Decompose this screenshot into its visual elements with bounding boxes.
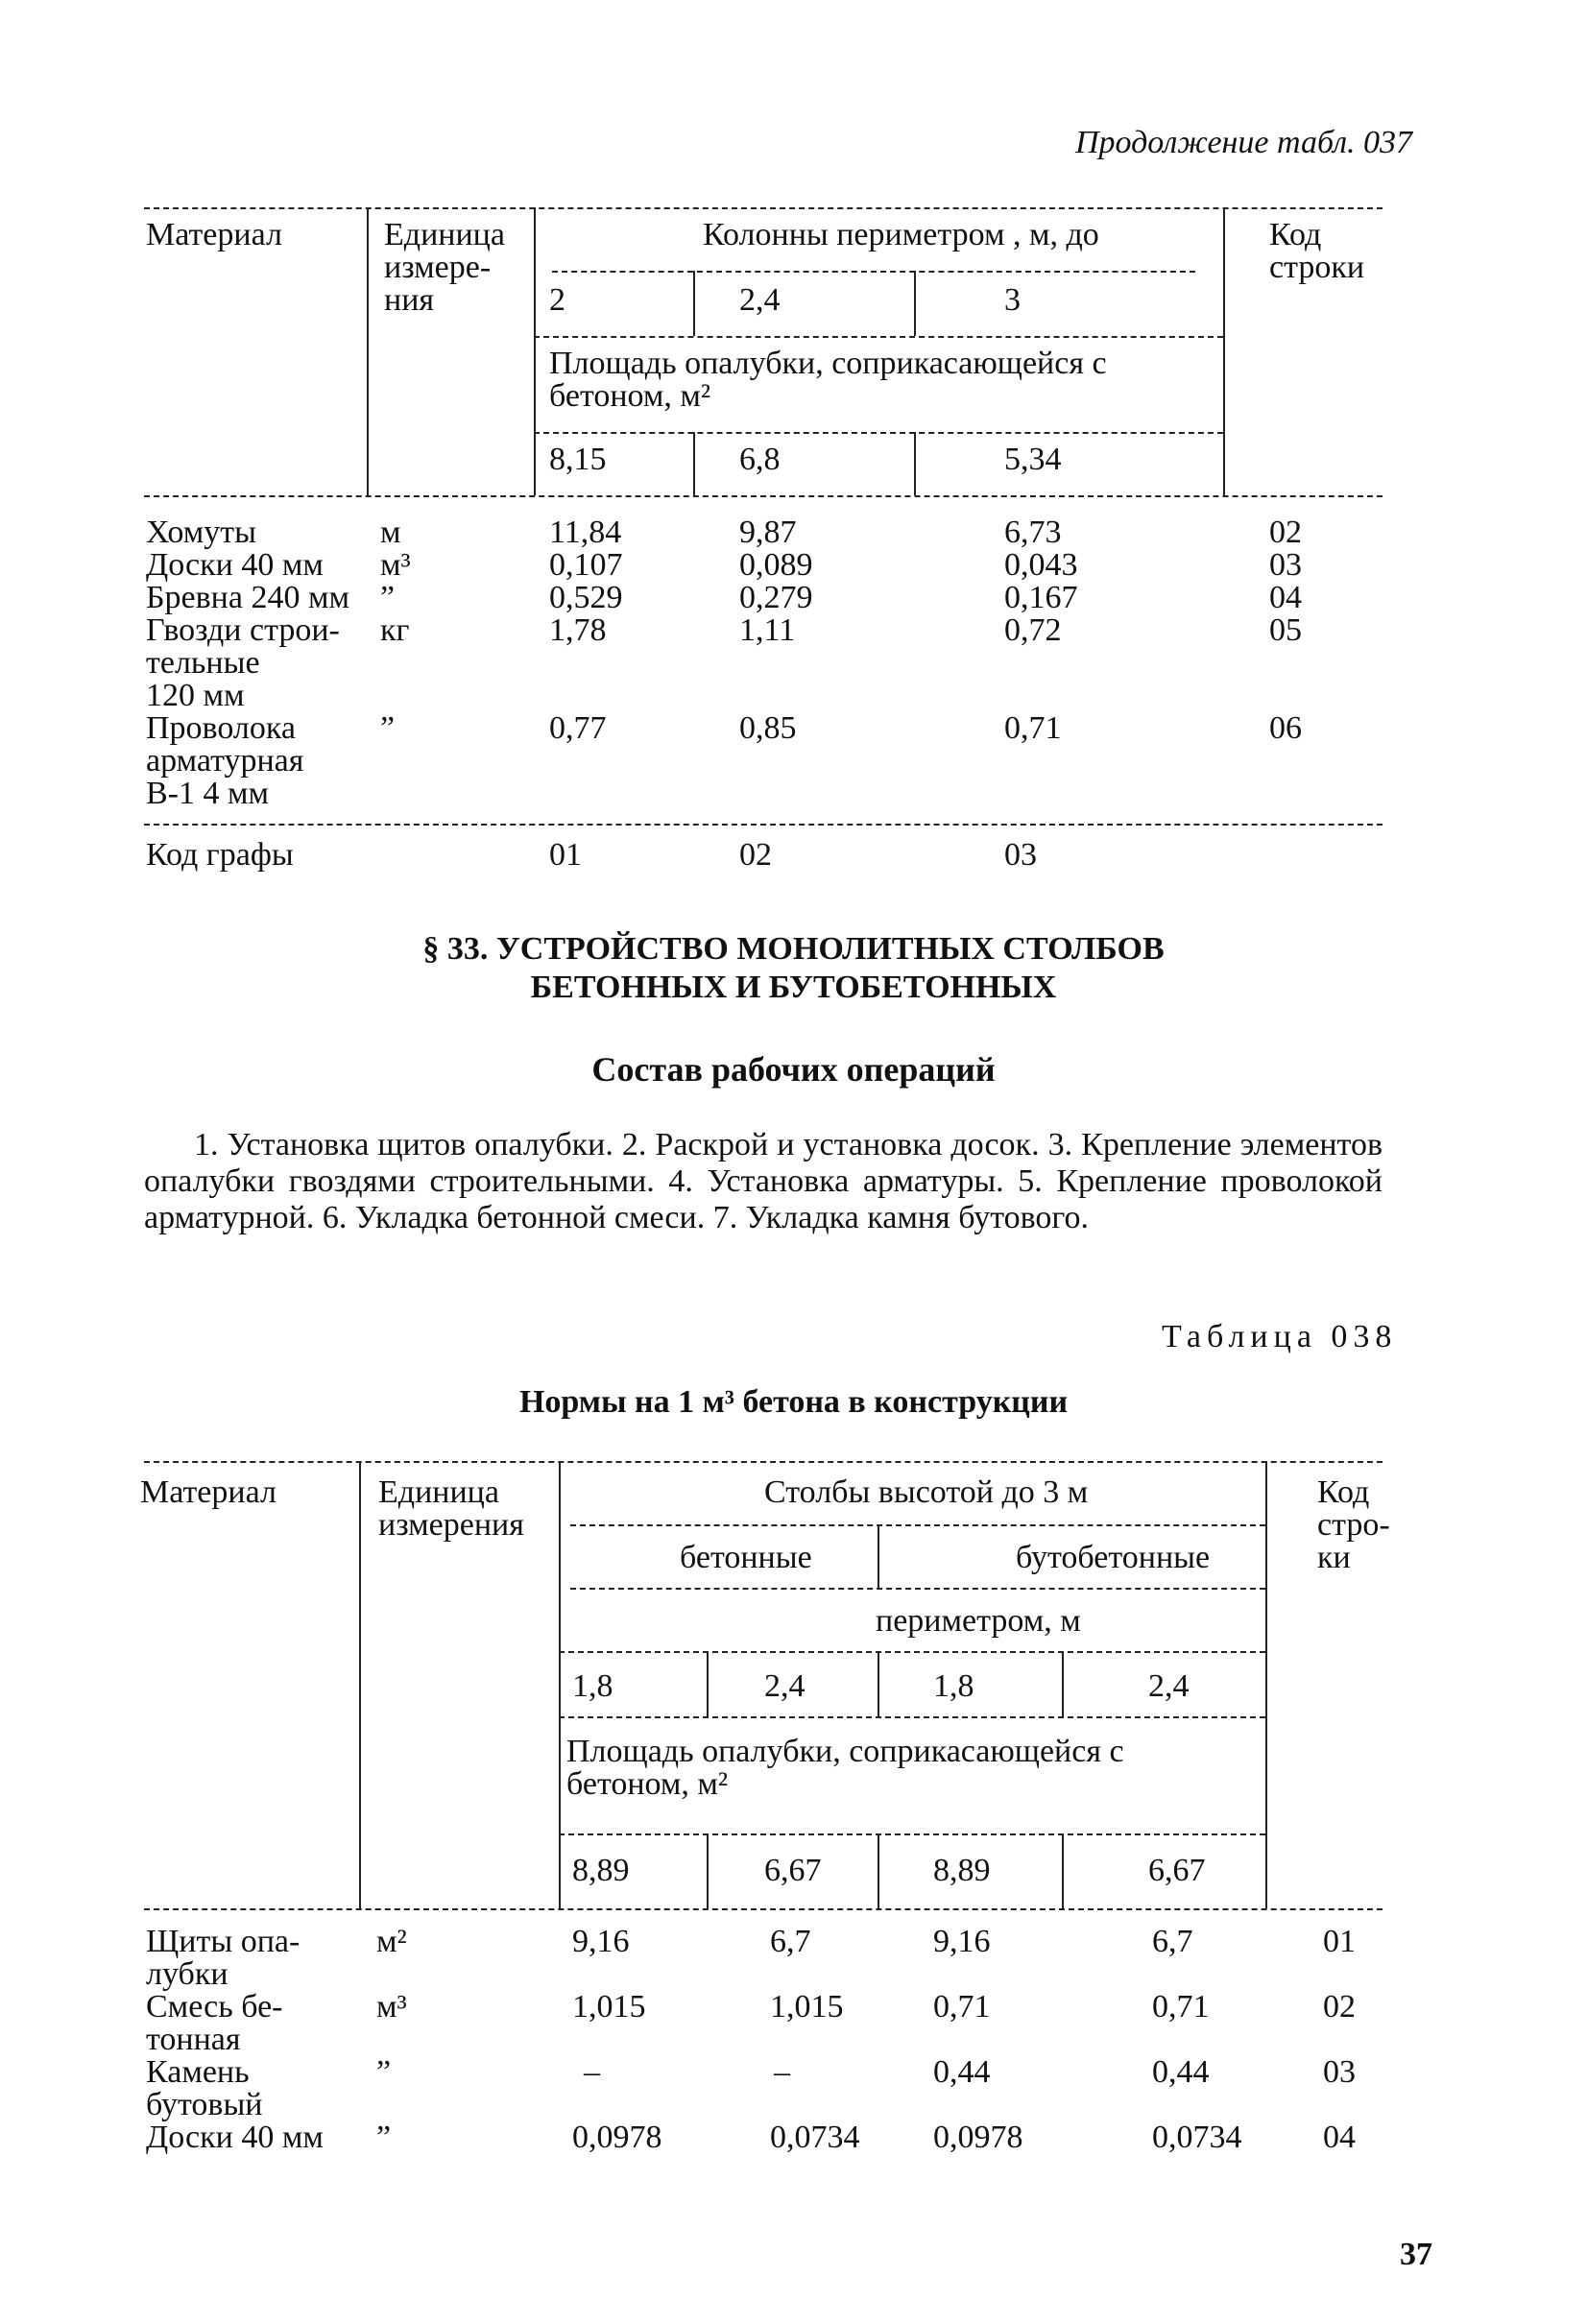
table-title: Нормы на 1 м³ бетона в конструкции xyxy=(518,1384,1069,1420)
cell-value: 0,0978 xyxy=(572,2120,662,2155)
column-code: 03 xyxy=(1004,837,1037,873)
cell-value: 0,71 xyxy=(1152,1989,1210,2025)
table-rule xyxy=(914,271,916,336)
table-rule xyxy=(878,1651,879,1716)
unit-value: ” xyxy=(376,2054,392,2090)
material-name: лубки xyxy=(146,1956,228,1992)
unit-value: м³ xyxy=(380,547,411,583)
material-name: Проволока xyxy=(146,710,296,746)
cell-value: 0,85 xyxy=(739,710,797,746)
column-header-material: Материал xyxy=(140,1474,277,1510)
area-label: Площадь опалубки, соприкасающейся с xyxy=(566,1734,1124,1769)
column-header-code: ки xyxy=(1317,1540,1351,1575)
section-subtitle: Состав рабочих операций xyxy=(591,1050,996,1089)
row-code: 05 xyxy=(1269,612,1302,648)
table-rule xyxy=(1062,1651,1064,1716)
cell-value: 9,87 xyxy=(739,515,797,550)
perimeter-label: периметром, м xyxy=(876,1603,1081,1639)
table-rule xyxy=(914,432,916,495)
table-rule xyxy=(707,1833,709,1908)
cell-value: 1,015 xyxy=(770,1989,844,2025)
table-rule xyxy=(878,1524,879,1588)
material-name: арматурная xyxy=(146,743,304,779)
column-code: 01 xyxy=(549,837,582,873)
area-label: бетоном, м² xyxy=(549,378,711,414)
table-rule xyxy=(144,495,1383,497)
table-rule xyxy=(359,1461,361,1908)
material-name: тельные xyxy=(146,645,260,681)
cell-value: 0,167 xyxy=(1004,580,1078,615)
material-name: Бревна 240 мм xyxy=(146,580,349,615)
section-title: § 33. УСТРОЙСТВО МОНОЛИТНЫХ СТОЛБОВ xyxy=(422,931,1165,967)
cell-value: 0,71 xyxy=(1004,710,1062,746)
unit-value: ” xyxy=(380,580,396,615)
cell-value: 6,7 xyxy=(1152,1924,1193,1959)
row-code: 04 xyxy=(1269,580,1302,615)
material-name: Доски 40 мм xyxy=(146,547,324,583)
table-rule xyxy=(559,1833,1265,1835)
table-rule xyxy=(570,1524,1265,1526)
column-header-unit: Единица xyxy=(384,217,505,252)
cell-value: 0,44 xyxy=(933,2054,991,2090)
cell-value: 6,7 xyxy=(770,1924,811,1959)
table-rule xyxy=(534,336,1223,338)
unit-value: ” xyxy=(376,2120,392,2155)
table-rule xyxy=(144,824,1383,826)
table-rule xyxy=(707,1651,709,1716)
page-number: 37 xyxy=(1400,2237,1432,2272)
row-code: 01 xyxy=(1323,1924,1356,1959)
area-value: 5,34 xyxy=(1004,442,1062,477)
column-code-label: Код графы xyxy=(146,837,294,873)
cell-value: 1,78 xyxy=(549,612,607,648)
table-rule xyxy=(559,1716,1265,1718)
perimeter-value: 2,4 xyxy=(764,1668,806,1704)
column-header-code: Код xyxy=(1269,217,1322,252)
area-value: 6,8 xyxy=(739,442,781,477)
unit-value: м² xyxy=(376,1924,407,1959)
area-value: 6,67 xyxy=(764,1853,822,1888)
cell-value: 0,0978 xyxy=(933,2120,1023,2155)
column-group-header: Колонны периметром , м, до xyxy=(703,217,1099,252)
cell-value: 0,089 xyxy=(739,547,813,583)
perimeter-value: 1,8 xyxy=(572,1668,613,1704)
table-rule xyxy=(559,1461,561,1908)
perimeter-value: 2,4 xyxy=(739,282,781,318)
row-code: 03 xyxy=(1269,547,1302,583)
table-rule xyxy=(534,207,536,495)
cell-value: – xyxy=(774,2054,790,2090)
table-rule xyxy=(367,207,369,495)
area-value: 8,89 xyxy=(933,1853,991,1888)
cell-value: 9,16 xyxy=(933,1924,991,1959)
column-header-unit: Единица xyxy=(378,1474,499,1510)
section-title: БЕТОННЫХ И БУТОБЕТОННЫХ xyxy=(530,970,1057,1005)
table-continuation-label: Продолжение табл. 037 xyxy=(1075,125,1413,160)
perimeter-value: 3 xyxy=(1004,282,1021,318)
table-label: Таблица 038 xyxy=(1162,1319,1398,1354)
material-name: Хомуты xyxy=(146,515,256,550)
operations-paragraph: 1. Установка щитов опалубки. 2. Раскрой и установка досок. 3. Крепление элементов опалубки гвоздями строительными. 4. Установка арматуры. 5. Крепление проволокой арматурной. 6. Укладка бетонной смеси. 7. Укладка камня бутового. xyxy=(144,1127,1383,1235)
table-rule xyxy=(693,432,695,495)
table-rule xyxy=(144,1908,1383,1910)
perimeter-value: 2 xyxy=(549,282,565,318)
table-rule xyxy=(534,432,1223,434)
column-header-unit: измере- xyxy=(384,250,492,285)
cell-value: 6,73 xyxy=(1004,515,1062,550)
area-value: 8,15 xyxy=(549,442,607,477)
cell-value: 0,71 xyxy=(933,1989,991,2025)
column-group-header: Столбы высотой до 3 м xyxy=(764,1474,1089,1510)
column-header-code: строки xyxy=(1269,250,1365,285)
cell-value: 9,16 xyxy=(572,1924,630,1959)
row-code: 02 xyxy=(1323,1989,1356,2025)
subheader-rubble-concrete: бутобетонные xyxy=(1016,1540,1211,1575)
material-name: Доски 40 мм xyxy=(146,2120,324,2155)
material-name: Камень xyxy=(146,2054,250,2090)
unit-value: ” xyxy=(380,710,396,746)
row-code: 04 xyxy=(1323,2120,1356,2155)
cell-value: 1,015 xyxy=(572,1989,646,2025)
cell-value: 1,11 xyxy=(739,612,796,648)
material-name: В-1 4 мм xyxy=(146,776,270,811)
cell-value: 0,043 xyxy=(1004,547,1078,583)
table-rule xyxy=(570,1588,1265,1590)
column-header-unit: измерения xyxy=(378,1507,524,1543)
cell-value: 0,72 xyxy=(1004,612,1062,648)
cell-value: – xyxy=(584,2054,600,2090)
perimeter-value: 1,8 xyxy=(933,1668,974,1704)
column-header-material: Материал xyxy=(146,217,282,252)
cell-value: 0,107 xyxy=(549,547,623,583)
unit-value: кг xyxy=(380,612,410,648)
table-rule xyxy=(144,1461,1383,1463)
material-name: Щиты опа- xyxy=(146,1924,301,1959)
column-header-code: Код xyxy=(1317,1474,1370,1510)
table-rule xyxy=(552,271,1195,273)
area-value: 6,67 xyxy=(1148,1853,1206,1888)
cell-value: 11,84 xyxy=(549,515,622,550)
cell-value: 0,279 xyxy=(739,580,813,615)
table-rule xyxy=(693,271,695,336)
area-label: Площадь опалубки, соприкасающейся с xyxy=(549,346,1107,381)
material-name: Гвозди строи- xyxy=(146,612,340,648)
table-rule xyxy=(878,1833,879,1908)
column-header-code: стро- xyxy=(1317,1507,1390,1543)
cell-value: 0,529 xyxy=(549,580,623,615)
column-header-unit: ния xyxy=(384,282,435,318)
table-rule xyxy=(559,1651,1265,1653)
unit-value: м xyxy=(380,515,401,550)
area-value: 8,89 xyxy=(572,1853,630,1888)
row-code: 03 xyxy=(1323,2054,1356,2090)
cell-value: 0,0734 xyxy=(1152,2120,1242,2155)
material-name: Смесь бе- xyxy=(146,1989,283,2025)
row-code: 06 xyxy=(1269,710,1302,746)
material-name: бутовый xyxy=(146,2087,263,2122)
table-rule xyxy=(144,207,1383,209)
row-code: 02 xyxy=(1269,515,1302,550)
cell-value: 0,77 xyxy=(549,710,607,746)
cell-value: 0,0734 xyxy=(770,2120,860,2155)
material-name: 120 мм xyxy=(146,678,245,713)
unit-value: м³ xyxy=(376,1989,407,2025)
column-code: 02 xyxy=(739,837,772,873)
table-rule xyxy=(1265,1461,1267,1908)
cell-value: 0,44 xyxy=(1152,2054,1210,2090)
subheader-concrete: бетонные xyxy=(680,1540,812,1575)
table-rule xyxy=(1062,1833,1064,1908)
table-rule xyxy=(1223,207,1225,495)
material-name: тонная xyxy=(146,2022,241,2057)
area-label: бетоном, м² xyxy=(566,1766,729,1802)
perimeter-value: 2,4 xyxy=(1148,1668,1190,1704)
